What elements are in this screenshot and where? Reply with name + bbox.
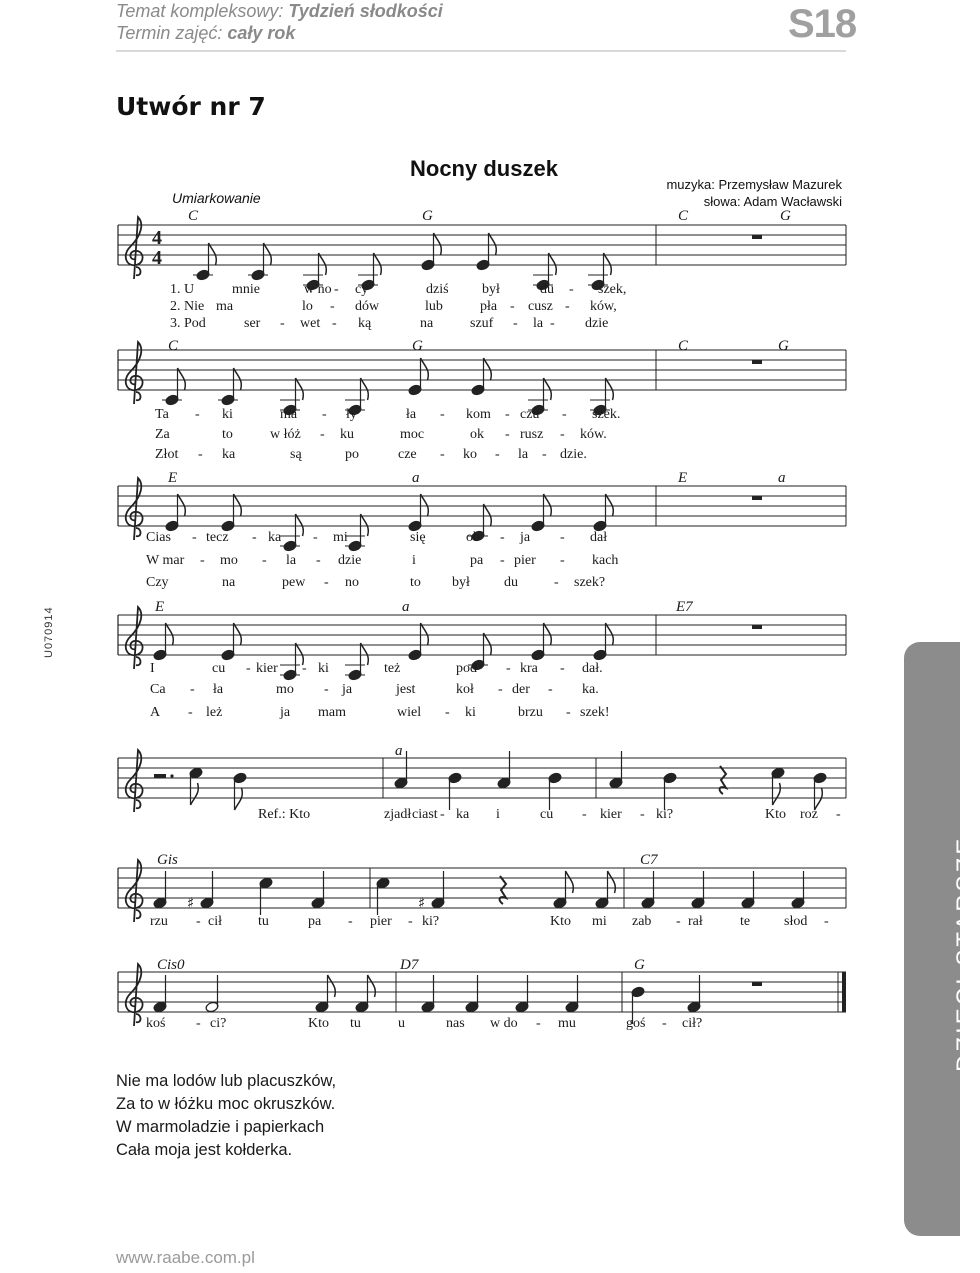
lyric-syllable: kier bbox=[256, 661, 278, 676]
lyric-syllable: brzu bbox=[518, 705, 543, 720]
lyric-syllable: 3. Pod bbox=[170, 316, 206, 331]
note-flag bbox=[361, 514, 369, 536]
lyric-syllable: pier bbox=[370, 914, 392, 929]
chord-symbol: Gis bbox=[157, 852, 178, 868]
chord-symbol: G bbox=[780, 208, 791, 224]
term-value: cały rok bbox=[227, 23, 296, 43]
lyric-syllable: - bbox=[408, 914, 413, 929]
note-flag bbox=[544, 494, 552, 516]
chord-symbol: E7 bbox=[676, 599, 693, 615]
lyric-syllable: - bbox=[195, 407, 200, 422]
lyric-syllable: są bbox=[290, 447, 302, 462]
lyric-syllable: mi bbox=[592, 914, 607, 929]
lyric-syllable: moc bbox=[400, 427, 425, 442]
lyric-syllable: cił? bbox=[682, 1016, 703, 1031]
side-catalog-code: U070914 bbox=[43, 606, 55, 658]
chord-symbol: a bbox=[402, 599, 410, 615]
side-section-label: DZIECI STARSZE bbox=[952, 835, 979, 1072]
dot-icon bbox=[170, 774, 173, 777]
note-flag bbox=[421, 623, 429, 645]
treble-clef-icon bbox=[126, 860, 143, 922]
lyric-syllable: roz bbox=[800, 807, 818, 822]
lyric-syllable: zab bbox=[632, 914, 652, 929]
lyric-syllable: - bbox=[322, 407, 327, 422]
chord-symbol: E bbox=[678, 470, 688, 486]
time-signature-top: 4 bbox=[152, 227, 162, 249]
lyric-syllable: - bbox=[662, 1016, 667, 1031]
lyric-syllable: ob bbox=[466, 530, 480, 545]
note-flag bbox=[234, 494, 242, 516]
lyric-syllable: - bbox=[513, 316, 518, 331]
chord-symbol: C bbox=[678, 208, 689, 224]
lyric-syllable: lub bbox=[425, 299, 443, 314]
lyric-syllable: - bbox=[498, 682, 503, 697]
lyric-syllable: pła bbox=[480, 299, 498, 314]
lyric-syllable: dzie. bbox=[560, 447, 587, 462]
lyric-syllable: ła bbox=[406, 407, 417, 422]
note-flag bbox=[328, 975, 336, 997]
sharp-icon: ♯ bbox=[418, 894, 426, 912]
lyric-syllable: lo bbox=[302, 299, 313, 314]
lyric-syllable: Ca bbox=[150, 682, 166, 697]
lyric-syllable: pew bbox=[282, 575, 306, 590]
treble-clef-icon bbox=[126, 217, 143, 279]
lyric-syllable: był bbox=[482, 282, 500, 297]
extra-verse-line: Nie ma lodów lub placuszków, bbox=[116, 1072, 337, 1090]
lyric-syllable: szek, bbox=[598, 282, 627, 297]
theme-label: Temat kompleksowy: bbox=[116, 1, 289, 21]
page-code: S18 bbox=[788, 2, 857, 46]
chord-symbol: D7 bbox=[400, 957, 419, 973]
half-rest-icon bbox=[154, 774, 166, 778]
lyric-syllable: mam bbox=[318, 705, 346, 720]
lyric-syllable: du bbox=[504, 575, 518, 590]
lyric-syllable: ok bbox=[470, 427, 484, 442]
measure-rest-icon bbox=[752, 496, 762, 500]
lyric-syllable: ki bbox=[318, 661, 329, 676]
lyric-syllable: w no bbox=[304, 282, 332, 297]
lyric-syllable: - bbox=[582, 807, 587, 822]
note-flag bbox=[368, 975, 376, 997]
music-credit: muzyka: Przemysław Mazurek bbox=[666, 177, 842, 192]
quarter-rest-icon bbox=[500, 876, 506, 904]
lyric-syllable: - bbox=[198, 447, 203, 462]
lyric-syllable: słod bbox=[784, 914, 808, 929]
lyric-syllable: ja bbox=[342, 682, 353, 697]
lyric-syllable: ci? bbox=[210, 1016, 227, 1031]
lyric-syllable: - bbox=[562, 407, 567, 422]
note-flag bbox=[606, 378, 614, 400]
lyric-syllable: koś bbox=[146, 1016, 166, 1031]
lyric-syllable: - bbox=[196, 1016, 201, 1031]
treble-clef-icon bbox=[126, 478, 143, 540]
lyric-syllable: cu bbox=[540, 807, 554, 822]
lyric-syllable: ków, bbox=[590, 299, 617, 314]
lyric-syllable: - bbox=[280, 316, 285, 331]
lyric-syllable: - bbox=[445, 705, 450, 720]
lyric-syllable: - bbox=[640, 807, 645, 822]
lyric-syllable: Czy bbox=[146, 575, 169, 590]
chord-symbol: E bbox=[168, 470, 178, 486]
note-flag bbox=[484, 504, 492, 526]
lyric-syllable: kier bbox=[600, 807, 622, 822]
lyric-syllable: - bbox=[542, 447, 547, 462]
lyric-syllable: ków. bbox=[580, 427, 607, 442]
lyric-syllable: - bbox=[348, 914, 353, 929]
lyric-syllable: der bbox=[512, 682, 530, 697]
note-flag bbox=[234, 368, 242, 390]
lyric-syllable: po bbox=[345, 447, 359, 462]
lyric-syllable: - bbox=[560, 427, 565, 442]
lyric-syllable: - bbox=[200, 553, 205, 568]
lyric-syllable: Kto bbox=[765, 807, 786, 822]
lyric-syllable: mu bbox=[558, 1016, 576, 1031]
lyric-syllable: mo bbox=[220, 553, 238, 568]
lyric-syllable: nas bbox=[446, 1016, 465, 1031]
lyric-syllable: ser bbox=[244, 316, 261, 331]
lyric-syllable: - bbox=[569, 282, 574, 297]
lyric-syllable: - bbox=[313, 530, 318, 545]
note-flag bbox=[361, 378, 369, 400]
lyric-syllable: la bbox=[286, 553, 297, 568]
lyric-syllable: w łóż bbox=[270, 427, 301, 442]
lyric-syllable: la bbox=[533, 316, 544, 331]
lyric-syllable: kom bbox=[466, 407, 491, 422]
lyric-syllable: - bbox=[566, 705, 571, 720]
measure-rest-icon bbox=[752, 235, 762, 239]
treble-clef-icon bbox=[126, 607, 143, 669]
final-barline-thick bbox=[842, 972, 846, 1012]
lyric-syllable: się bbox=[410, 530, 426, 545]
lyric-syllable: jest bbox=[396, 682, 416, 697]
note-flag bbox=[191, 783, 199, 805]
lyric-syllable: dzie bbox=[585, 316, 609, 331]
lyric-syllable: kach bbox=[592, 553, 619, 568]
lyric-syllable: ka bbox=[456, 807, 470, 822]
note-flag bbox=[484, 358, 492, 380]
lyric-syllable: tu bbox=[350, 1016, 361, 1031]
lyric-syllable: - bbox=[505, 427, 510, 442]
lyric-syllable: ku bbox=[340, 427, 354, 442]
lyric-syllable: i bbox=[412, 553, 416, 568]
measure-rest-icon bbox=[752, 982, 762, 986]
lyric-syllable: pa bbox=[308, 914, 322, 929]
lyric-syllable: szek? bbox=[574, 575, 606, 590]
lyric-syllable: czu bbox=[520, 407, 540, 422]
lyric-syllable: mo bbox=[276, 682, 294, 697]
measure-rest-icon bbox=[752, 360, 762, 364]
lyric-syllable: du bbox=[540, 282, 554, 297]
lyric-syllable: la bbox=[518, 447, 529, 462]
note-flag bbox=[544, 378, 552, 400]
lyric-syllable: - bbox=[554, 575, 559, 590]
lyric-syllable: - bbox=[316, 553, 321, 568]
note-flag bbox=[264, 243, 272, 265]
treble-clef-icon bbox=[126, 342, 143, 404]
lyric-syllable: Cias bbox=[146, 530, 171, 545]
note-flag bbox=[434, 233, 442, 255]
lyric-syllable: - bbox=[560, 530, 565, 545]
lyric-syllable: pod bbox=[456, 661, 477, 676]
lyric-syllable: - bbox=[252, 530, 257, 545]
lyric-syllable: ka bbox=[222, 447, 236, 462]
lyric-syllable: ki? bbox=[656, 807, 674, 822]
lyric-syllable: szuf bbox=[470, 316, 494, 331]
chord-symbol: C bbox=[168, 338, 179, 354]
lyric-syllable: - bbox=[440, 807, 445, 822]
treble-clef-icon bbox=[126, 964, 143, 1026]
lyric-syllable: Kto bbox=[308, 1016, 329, 1031]
lyric-syllable: - bbox=[560, 661, 565, 676]
note-flag bbox=[604, 253, 612, 275]
note-flag bbox=[421, 494, 429, 516]
lyric-syllable: - bbox=[550, 316, 555, 331]
lyric-syllable: - bbox=[262, 553, 267, 568]
lyric-syllable: - bbox=[824, 914, 829, 929]
lyric-syllable: dał. bbox=[582, 661, 603, 676]
lyric-syllable: ka. bbox=[582, 682, 599, 697]
note-flag bbox=[566, 871, 574, 893]
chord-symbol: C bbox=[678, 338, 689, 354]
note-flag bbox=[178, 368, 186, 390]
lyric-syllable: i bbox=[496, 807, 500, 822]
lyric-syllable: ki bbox=[465, 705, 476, 720]
lyric-syllable: dał bbox=[590, 530, 608, 545]
lyric-syllable: - bbox=[548, 682, 553, 697]
lyric-syllable: - bbox=[506, 661, 511, 676]
extra-verse-line: Za to w łóżku moc okruszków. bbox=[116, 1095, 336, 1113]
lyric-syllable: - bbox=[676, 914, 681, 929]
lyric-syllable: cu bbox=[212, 661, 226, 676]
lyric-syllable: - bbox=[495, 447, 500, 462]
lyric-syllable: - bbox=[246, 661, 251, 676]
note-flag bbox=[296, 514, 304, 536]
lyric-syllable: - bbox=[440, 407, 445, 422]
lyric-syllable: w do bbox=[490, 1016, 518, 1031]
lyric-syllable: - bbox=[190, 682, 195, 697]
lyric-syllable: Ref.: Kto bbox=[258, 807, 311, 822]
note-flag bbox=[544, 623, 552, 645]
lyric-syllable: też bbox=[384, 661, 401, 676]
note-flag bbox=[319, 253, 327, 275]
lyric-syllable: - bbox=[500, 553, 505, 568]
lyric-syllable: no bbox=[345, 575, 359, 590]
lyric-syllable: - bbox=[320, 427, 325, 442]
lyric-syllable: - bbox=[334, 282, 339, 297]
lyric-syllable: mnie bbox=[232, 282, 260, 297]
chord-symbol: G bbox=[412, 338, 423, 354]
lyric-syllable: ma bbox=[280, 407, 298, 422]
lyric-syllable: - bbox=[188, 705, 193, 720]
lyric-syllable: - bbox=[330, 299, 335, 314]
lyric-syllable: koł bbox=[456, 682, 474, 697]
lyric-syllable: dzie bbox=[338, 553, 362, 568]
note-flag bbox=[296, 378, 304, 400]
note-flag bbox=[178, 494, 186, 516]
chord-symbol: a bbox=[412, 470, 420, 486]
lyric-syllable: pier bbox=[514, 553, 536, 568]
lyric-syllable: ko bbox=[463, 447, 477, 462]
note-flag bbox=[606, 494, 614, 516]
lyric-syllable: szek. bbox=[592, 407, 621, 422]
lyric-syllable: cusz bbox=[528, 299, 553, 314]
lyric-syllable: wet bbox=[300, 316, 321, 331]
lyric-syllable: na bbox=[420, 316, 434, 331]
note-flag bbox=[484, 633, 492, 655]
note-flag bbox=[209, 243, 217, 265]
lyric-syllable: tu bbox=[258, 914, 269, 929]
chord-symbol: G bbox=[778, 338, 789, 354]
lyric-syllable: goś bbox=[626, 1016, 646, 1031]
lyric-syllable: Kto bbox=[550, 914, 571, 929]
lyric-syllable: - bbox=[332, 316, 337, 331]
lyric-syllable: - bbox=[560, 553, 565, 568]
note-flag bbox=[549, 253, 557, 275]
lyric-syllable: rał bbox=[688, 914, 703, 929]
lyric-syllable: tecz bbox=[206, 530, 229, 545]
lyric-syllable: ja bbox=[280, 705, 291, 720]
note-flag bbox=[606, 623, 614, 645]
lyric-syllable: - bbox=[192, 530, 197, 545]
lyric-syllable: - bbox=[505, 407, 510, 422]
note-flag bbox=[608, 871, 616, 893]
note-flag bbox=[361, 643, 369, 665]
lyric-syllable: - bbox=[324, 682, 329, 697]
chord-symbol: C7 bbox=[640, 852, 658, 868]
extra-verse-line: Cała moja jest kołderka. bbox=[116, 1141, 293, 1159]
lyric-syllable: W mar bbox=[146, 553, 185, 568]
note-flag bbox=[421, 358, 429, 380]
tempo-marking: Umiarkowanie bbox=[172, 190, 261, 206]
chord-symbol: Cis0 bbox=[157, 957, 185, 973]
lyric-syllable: Za bbox=[155, 427, 170, 442]
lyric-syllable: mi bbox=[333, 530, 348, 545]
note-flag bbox=[489, 233, 497, 255]
lyric-syllable: cy bbox=[355, 282, 369, 297]
lyric-syllable: dziś bbox=[426, 282, 449, 297]
lyric-syllable: ma bbox=[216, 299, 234, 314]
sharp-icon: ♯ bbox=[187, 894, 195, 912]
lyric-syllable: ki bbox=[222, 407, 233, 422]
treble-clef-icon bbox=[126, 750, 143, 812]
lyric-syllable: 2. Nie bbox=[170, 299, 205, 314]
lyric-syllable: to bbox=[222, 427, 233, 442]
note-flag bbox=[773, 783, 781, 805]
lyric-syllable: rzu bbox=[150, 914, 168, 929]
lyric-syllable: wiel bbox=[397, 705, 422, 720]
lyric-syllable: - bbox=[440, 447, 445, 462]
lyric-syllable: I bbox=[150, 661, 155, 676]
extra-verse bbox=[116, 1070, 336, 1162]
lyric-syllable: ki? bbox=[422, 914, 440, 929]
lyric-syllable: - bbox=[196, 914, 201, 929]
lyric-syllable: cze bbox=[398, 447, 417, 462]
lyric-syllable: na bbox=[222, 575, 236, 590]
song-title: Nocny duszek bbox=[410, 156, 558, 181]
lyric-syllable: - bbox=[510, 299, 515, 314]
lyric-syllable: szek! bbox=[580, 705, 610, 720]
time-signature-bottom: 4 bbox=[152, 247, 162, 269]
note-flag bbox=[166, 623, 174, 645]
lyric-syllable: cił bbox=[208, 914, 222, 929]
lyric-syllable: ły bbox=[346, 407, 357, 422]
lyric-syllable: ja bbox=[520, 530, 531, 545]
page-title: Utwór nr 7 bbox=[116, 92, 266, 121]
lyric-syllable: rusz bbox=[520, 427, 544, 442]
lyric-syllable: leż bbox=[206, 705, 223, 720]
lyric-syllable: zjadł bbox=[384, 807, 412, 822]
lyric-syllable: ła bbox=[213, 682, 224, 697]
lyric-syllable: Złot bbox=[155, 447, 179, 462]
lyric-syllable: kra bbox=[520, 661, 538, 676]
chord-symbol: G bbox=[634, 957, 645, 973]
note-flag bbox=[374, 253, 382, 275]
lyric-syllable: ka bbox=[268, 530, 282, 545]
lyric-syllable: - bbox=[565, 299, 570, 314]
lyric-syllable: był bbox=[452, 575, 470, 590]
note-flag bbox=[235, 788, 243, 810]
lyric-syllable: - bbox=[500, 530, 505, 545]
lyric-syllable: u bbox=[398, 1016, 405, 1031]
extra-verse-line: W marmoladzie i papierkach bbox=[116, 1118, 325, 1136]
footer-url: www.raabe.com.pl bbox=[116, 1248, 255, 1267]
lyric-syllable: ką bbox=[358, 316, 372, 331]
lyrics-credit: słowa: Adam Wacławski bbox=[703, 194, 842, 209]
lyric-syllable: pa bbox=[470, 553, 484, 568]
chord-symbol: E bbox=[155, 599, 165, 615]
lyric-syllable: - bbox=[836, 807, 841, 822]
quarter-rest-icon bbox=[720, 766, 726, 794]
chord-symbol: a bbox=[778, 470, 786, 486]
chord-symbol: G bbox=[422, 208, 433, 224]
term-label: Termin zajęć: bbox=[116, 23, 228, 43]
lyric-syllable: - bbox=[302, 661, 307, 676]
lyric-syllable: Ta bbox=[155, 407, 169, 422]
lyric-syllable: A bbox=[150, 705, 161, 720]
measure-rest-icon bbox=[752, 625, 762, 629]
lyric-syllable: - bbox=[536, 1016, 541, 1031]
chord-symbol: a bbox=[395, 743, 403, 759]
chord-symbol: C bbox=[188, 208, 199, 224]
lyric-syllable: 1. U bbox=[170, 282, 195, 297]
note-flag bbox=[234, 623, 242, 645]
lyric-syllable: dów bbox=[355, 299, 380, 314]
theme-value: Tydzień słodkości bbox=[288, 1, 443, 21]
lyric-syllable: te bbox=[740, 914, 751, 929]
lyric-syllable: to bbox=[410, 575, 421, 590]
lyric-syllable: ciast bbox=[412, 807, 438, 822]
lyric-syllable: - bbox=[324, 575, 329, 590]
